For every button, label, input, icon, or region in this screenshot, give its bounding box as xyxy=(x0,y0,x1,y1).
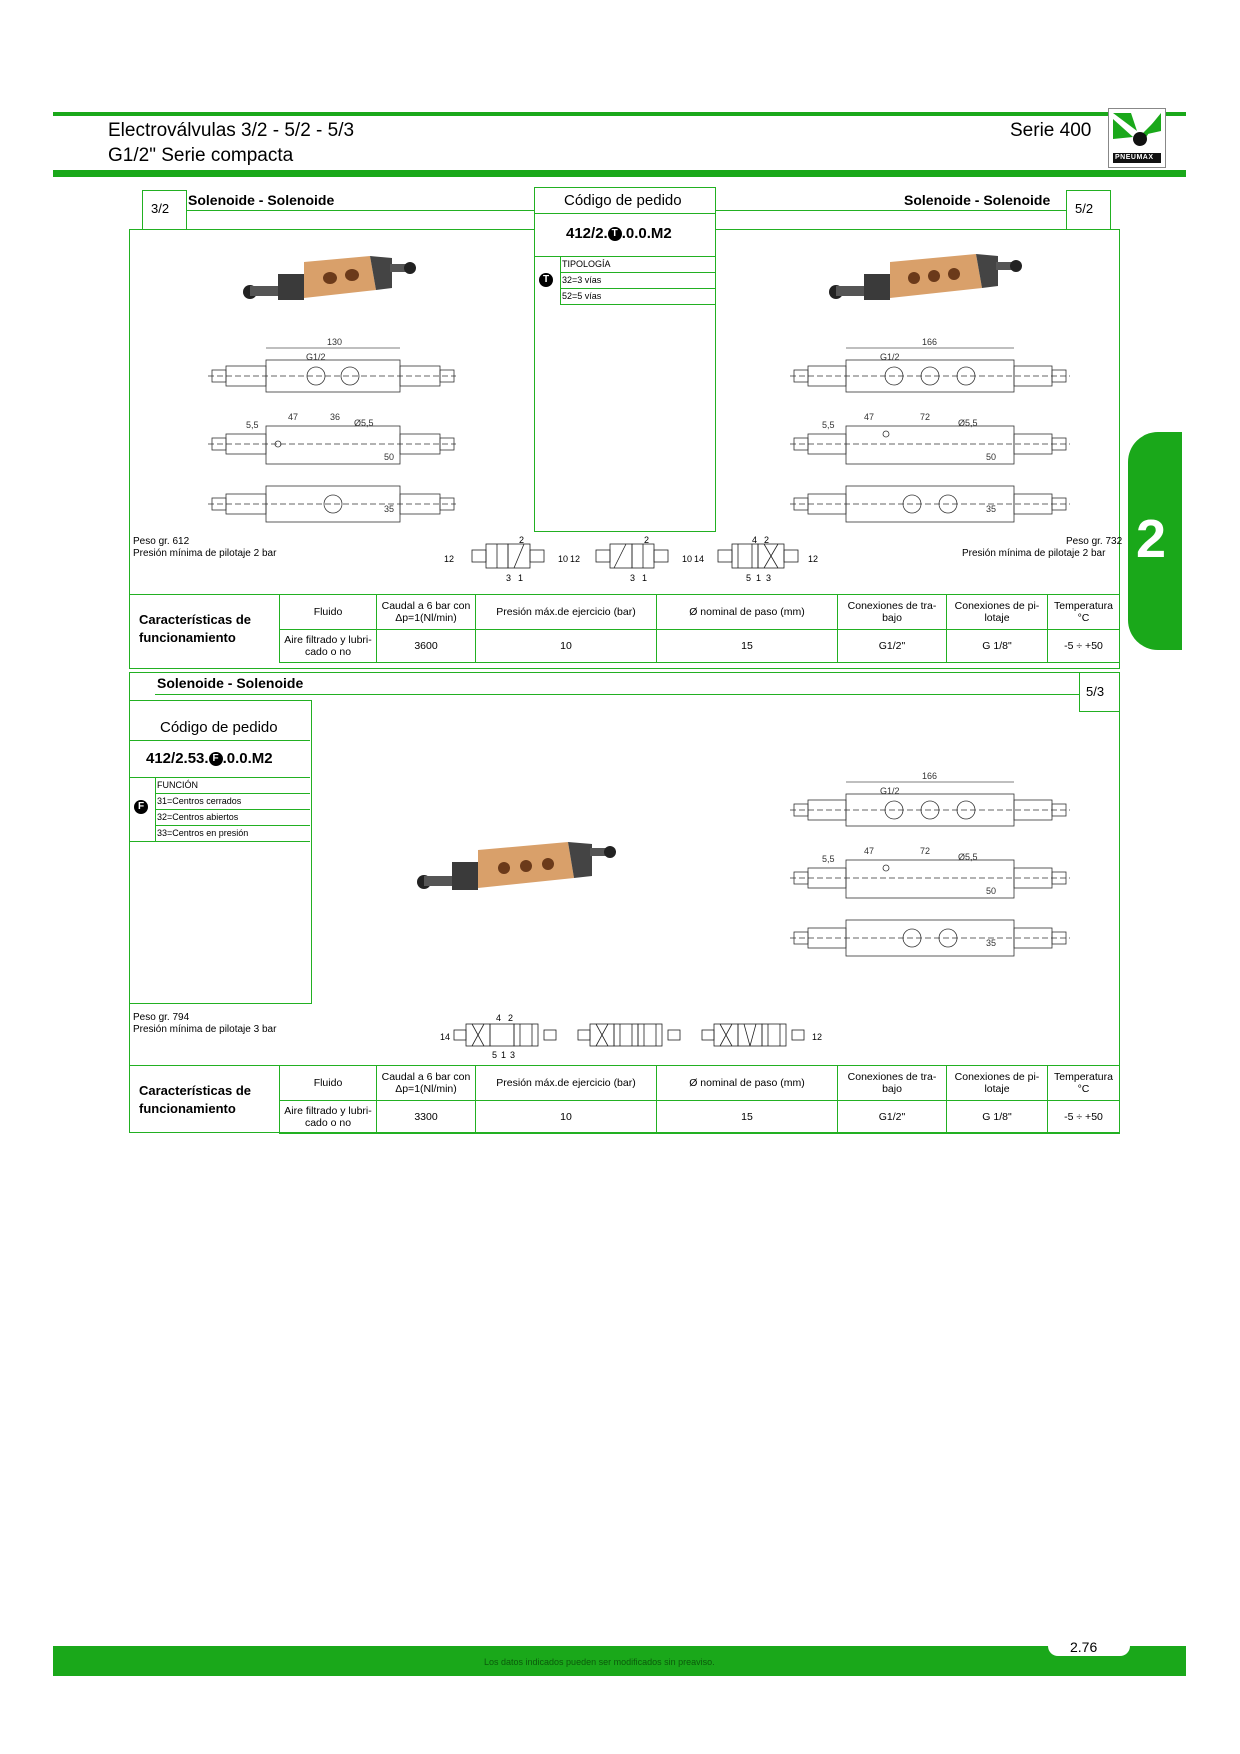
sym1-p12: 12 xyxy=(444,554,455,564)
symbol-5-3-closed xyxy=(450,1020,560,1050)
section2-order-rule5 xyxy=(155,825,310,826)
sym1-p2: 2 xyxy=(519,535,525,545)
s1-h-temp: Temperatura °C xyxy=(1048,595,1120,630)
dim-s2-offset: 5,5 xyxy=(822,854,835,864)
dim-s2-length: 166 xyxy=(922,771,938,781)
dim-left-offset: 5,5 xyxy=(246,420,259,430)
sym53-p5: 5 xyxy=(492,1050,498,1060)
s2-v-work: G1/2" xyxy=(838,1101,947,1134)
section1-order-rule1 xyxy=(534,213,715,214)
dim-left-h2: 35 xyxy=(384,504,395,514)
sym3-p4: 4 xyxy=(752,535,758,545)
s1-v-pressure: 10 xyxy=(476,630,657,663)
s1-v-work: G1/2" xyxy=(838,630,947,663)
sym3-p1: 1 xyxy=(756,573,762,583)
dim-s2-b: 72 xyxy=(920,846,931,856)
s2-h-diameter: Ø nominal de paso (mm) xyxy=(657,1066,838,1101)
sym53-p3: 3 xyxy=(510,1050,516,1060)
section1-order-rule2 xyxy=(534,256,715,257)
section1-left-code: 3/2 xyxy=(151,201,170,216)
dim-right-b: 72 xyxy=(920,412,931,422)
s1-v-diameter: 15 xyxy=(657,630,838,663)
series-label: Serie 400 xyxy=(1010,120,1092,141)
dim-right-length: 166 xyxy=(922,337,938,347)
drawing-3-2 xyxy=(208,334,456,530)
section1-option-marker: T xyxy=(539,273,553,287)
section1-title-rule-right xyxy=(714,210,1066,211)
symbol-3-2-b xyxy=(586,540,680,574)
section1-right-pressure: Presión mínima de pilotaje 2 bar xyxy=(962,548,1106,559)
dim-s2-h1: 50 xyxy=(986,886,997,896)
s2-v-diameter: 15 xyxy=(657,1101,838,1134)
s1-h-work: Conexiones de tra-bajo xyxy=(838,595,947,630)
section1-table-caption: Características de funcionamiento xyxy=(129,595,280,663)
header-bottom-rule xyxy=(53,170,1186,177)
section1-order-marker: T xyxy=(608,227,622,241)
s2-h-temp: Temperatura °C xyxy=(1048,1066,1120,1101)
section1-order-code xyxy=(566,225,672,242)
sym2-p12: 12 xyxy=(570,554,581,564)
s1-h-pressure: Presión máx.de ejercicio (bar) xyxy=(476,595,657,630)
dim-left-h1: 50 xyxy=(384,452,395,462)
section1-order-rule4 xyxy=(560,288,715,289)
s1-h-fluid: Fluido xyxy=(280,595,377,630)
dim-left-hole: Ø5,5 xyxy=(354,418,374,428)
section1-spec-table xyxy=(129,594,1120,663)
section2-option-title: FUNCIÓN xyxy=(157,780,198,790)
sym53-p2: 2 xyxy=(508,1013,514,1023)
symbol-5-2 xyxy=(712,540,808,574)
section2-order-rule3 xyxy=(155,793,310,794)
dim-right-hole: Ø5,5 xyxy=(958,418,978,428)
dim-left-b: 36 xyxy=(330,412,341,422)
section1-order-rule5 xyxy=(560,304,715,305)
dim-right-a: 47 xyxy=(864,412,875,422)
s2-v-pressure: 10 xyxy=(476,1101,657,1134)
page-title-line2: G1/2" Serie compacta xyxy=(108,145,294,166)
dim-s2-a: 47 xyxy=(864,846,875,856)
section2-order-rule4 xyxy=(155,809,310,810)
s1-v-pilot: G 1/8" xyxy=(947,630,1048,663)
section2-order-label: Código de pedido xyxy=(160,719,278,736)
section1-order-label: Código de pedido xyxy=(564,192,682,209)
section2-order-rule6 xyxy=(129,841,310,842)
s1-v-temp: -5 ÷ +50 xyxy=(1048,630,1120,663)
section2-spec-table xyxy=(129,1065,1120,1134)
page-number: 2.76 xyxy=(1070,1639,1098,1655)
section1-order-code-suffix: .0.0.M2 xyxy=(621,225,672,242)
symbol-5-3-pressure xyxy=(698,1020,808,1050)
s2-v-temp: -5 ÷ +50 xyxy=(1048,1101,1120,1134)
valve-5-2-photo xyxy=(826,248,1026,308)
s1-v-flow: 3600 xyxy=(377,630,476,663)
logo-text: PNEUMAX xyxy=(1115,154,1154,161)
sym1-p3: 3 xyxy=(506,573,512,583)
sym3-p5: 5 xyxy=(746,573,752,583)
s2-h-work: Conexiones de tra-bajo xyxy=(838,1066,947,1101)
s2-h-flow: Caudal a 6 bar con Δp=1(Nl/min) xyxy=(377,1066,476,1101)
footer-disclaimer: Los datos indicados pueden ser modificados sin preaviso. xyxy=(484,1657,715,1667)
section1-right-weight: Peso gr. 732 xyxy=(1066,536,1123,547)
s1-h-pilot: Conexiones de pi-lotaje xyxy=(947,595,1048,630)
section2-option-marker: F xyxy=(134,800,148,814)
section2-weight: Peso gr. 794 xyxy=(133,1012,190,1023)
sym53-p4: 4 xyxy=(496,1013,502,1023)
section2-title: Solenoide - Solenoide xyxy=(157,675,304,691)
dim-left-length: 130 xyxy=(327,337,343,347)
s2-h-pilot: Conexiones de pi-lotaje xyxy=(947,1066,1048,1101)
sym3-p2: 2 xyxy=(764,535,770,545)
dim-right-port: G1/2 xyxy=(880,352,900,362)
section2-order-rule-v xyxy=(155,777,156,841)
sym2-p2: 2 xyxy=(644,535,650,545)
s2-h-fluid: Fluido xyxy=(280,1066,377,1101)
sym3-p14: 14 xyxy=(694,554,705,564)
section1-option-2: 52=5 vías xyxy=(562,291,602,301)
section1-option-title: TIPOLOGÍA xyxy=(562,259,611,269)
dim-s2-h2: 35 xyxy=(986,938,997,948)
section1-order-code-prefix: 412/2. xyxy=(566,225,608,242)
s2-v-flow: 3300 xyxy=(377,1101,476,1134)
sym1-p10: 10 xyxy=(558,554,569,564)
dim-right-h2: 35 xyxy=(986,504,997,514)
sym2-p1: 1 xyxy=(642,573,648,583)
drawing-5-2 xyxy=(790,334,1070,530)
dim-s2-hole: Ø5,5 xyxy=(958,852,978,862)
section1-right-title: Solenoide - Solenoide xyxy=(904,192,1051,208)
page-title-line1: Electroválvulas 3/2 - 5/2 - 5/3 xyxy=(108,120,355,141)
section2-option-1: 31=Centros cerrados xyxy=(157,796,242,806)
sym1-p1: 1 xyxy=(518,573,524,583)
section1-left-weight: Peso gr. 612 xyxy=(133,536,190,547)
drawing-5-3 xyxy=(790,768,1070,964)
section1-order-rule3 xyxy=(560,272,715,273)
symbol-5-3-open xyxy=(574,1020,684,1050)
s2-v-pilot: G 1/8" xyxy=(947,1101,1048,1134)
section2-order-rule2 xyxy=(129,777,310,778)
section1-left-pressure: Presión mínima de pilotaje 2 bar xyxy=(133,548,277,559)
section2-order-box xyxy=(129,700,312,1004)
valve-3-2-photo xyxy=(240,248,420,308)
symbol-3-2-a xyxy=(462,540,556,574)
section2-pressure: Presión mínima de pilotaje 3 bar xyxy=(133,1024,277,1035)
section2-order-code-suffix: .0.0.M2 xyxy=(222,750,273,767)
sym53-p12: 12 xyxy=(812,1032,823,1042)
s1-v-fluid: Aire filtrado y lubri-cado o no xyxy=(280,630,377,663)
section1-option-1: 32=3 vías xyxy=(562,275,602,285)
section2-title-rule xyxy=(155,694,1079,695)
sym2-p10: 10 xyxy=(682,554,693,564)
section2-code: 5/3 xyxy=(1086,684,1105,699)
dim-left-a: 47 xyxy=(288,412,299,422)
section2-table-caption: Características de funcionamiento xyxy=(129,1066,280,1134)
sym53-p14: 14 xyxy=(440,1032,451,1042)
dim-right-offset: 5,5 xyxy=(822,420,835,430)
pneumax-logo xyxy=(1108,108,1166,168)
section1-order-rule-v xyxy=(560,256,561,304)
s1-h-flow: Caudal a 6 bar con Δp=1(Nl/min) xyxy=(377,595,476,630)
s1-h-diameter: Ø nominal de paso (mm) xyxy=(657,595,838,630)
dim-right-h1: 50 xyxy=(986,452,997,462)
section2-order-marker: F xyxy=(209,752,223,766)
chapter-number: 2 xyxy=(1136,509,1167,569)
section2-order-rule1 xyxy=(129,740,310,741)
valve-5-3-photo xyxy=(412,834,622,898)
sym3-p3: 3 xyxy=(766,573,772,583)
section2-order-code xyxy=(146,750,273,767)
sym2-p3: 3 xyxy=(630,573,636,583)
sym3-p12: 12 xyxy=(808,554,819,564)
s2-h-pressure: Presión máx.de ejercicio (bar) xyxy=(476,1066,657,1101)
sym53-p1: 1 xyxy=(501,1050,507,1060)
section2-option-3: 33=Centros en presión xyxy=(157,828,249,838)
s2-v-fluid: Aire filtrado y lubri-cado o no xyxy=(280,1101,377,1134)
section1-right-code: 5/2 xyxy=(1075,201,1094,216)
section1-left-title: Solenoide - Solenoide xyxy=(188,192,335,208)
section2-option-2: 32=Centros abiertos xyxy=(157,812,239,822)
dim-left-port: G1/2 xyxy=(306,352,326,362)
dim-s2-port: G1/2 xyxy=(880,786,900,796)
header-top-rule xyxy=(53,112,1186,116)
section1-title-rule-left xyxy=(186,210,534,211)
section2-order-code-prefix: 412/2.53. xyxy=(146,750,209,767)
